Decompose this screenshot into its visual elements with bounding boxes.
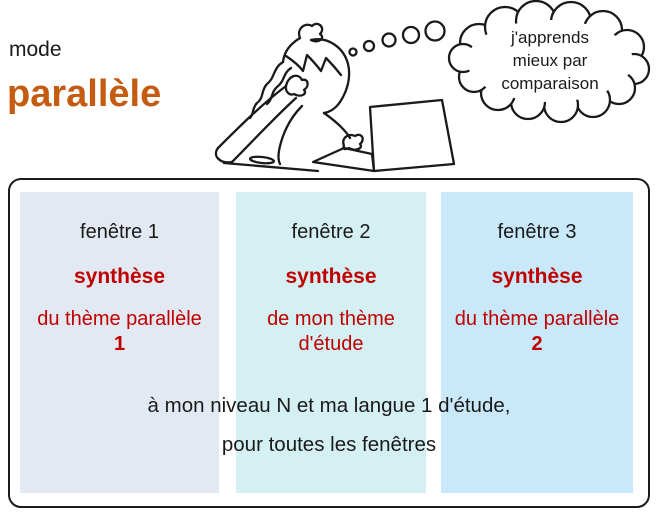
window-2-desc2: d'étude [298, 333, 364, 355]
window-1-desc2: 1 [113, 333, 126, 355]
window-3-title: fenêtre 3 [497, 221, 577, 243]
thought-bubble-line: j'apprends [511, 28, 589, 47]
window-3-desc2: 2 [531, 333, 543, 355]
footer-line-1: à mon niveau N et ma langue 1 d'étude, [147, 394, 511, 417]
window-1-emphasis: synthèse [73, 265, 166, 288]
window-2-desc: de mon thème [267, 308, 395, 330]
window-3-emphasis: synthèse [491, 265, 583, 288]
window-1-desc: du thème parallèle [37, 308, 202, 330]
mode-value: parallèle [7, 73, 162, 115]
window-2-emphasis: synthèse [285, 265, 377, 288]
parallel-mode-panel [8, 178, 650, 508]
laptop-icon [313, 100, 454, 171]
person-figure [216, 24, 363, 164]
window-3-desc: du thème parallèle [454, 308, 620, 330]
window-1-title: fenêtre 1 [80, 221, 159, 243]
panel-footer [10, 393, 648, 458]
mode-label: mode [9, 38, 62, 61]
footer-line-2: pour toutes les fenêtres [221, 433, 437, 456]
thought-trail-dots [350, 22, 445, 56]
thought-bubble-line: mieux par [512, 51, 588, 70]
window-2-title: fenêtre 2 [291, 221, 371, 243]
thought-bubble-text [460, 26, 640, 95]
thought-bubble-line: comparaison [501, 74, 599, 93]
desk-line [224, 156, 318, 171]
